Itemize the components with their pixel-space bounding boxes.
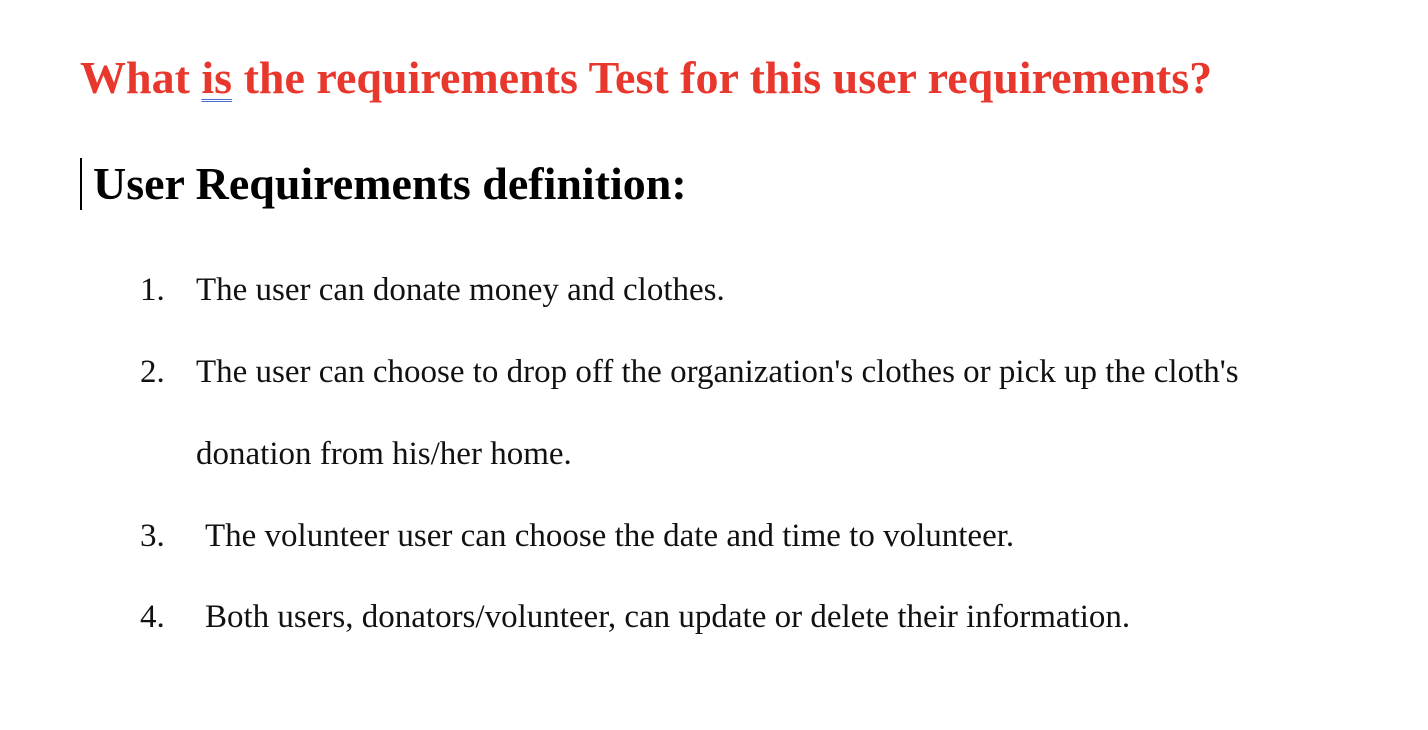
- grammar-flagged-word[interactable]: is: [201, 52, 233, 103]
- list-item-text: The volunteer user can choose the date and time to volunteer.: [205, 518, 1015, 554]
- list-item-number: 2.: [140, 354, 165, 390]
- list-item-text-continuation: donation from his/her home.: [196, 436, 572, 472]
- question-text-start: What: [80, 52, 202, 103]
- list-item-text: Both users, donators/volunteer, can update or delete their information.: [205, 599, 1131, 635]
- list-item-text: The user can choose to drop off the organization's clothes or pick up the cloth's: [196, 354, 1239, 390]
- list-item-number: 1.: [140, 272, 165, 308]
- question-heading: [80, 50, 1212, 106]
- text-cursor: [80, 158, 82, 210]
- question-text-end: the requirements Test for this user requirements?: [232, 52, 1213, 103]
- list-item-number: 3.: [140, 518, 165, 554]
- list-item-text: The user can donate money and clothes.: [196, 272, 725, 308]
- list-item-number: 4.: [140, 599, 165, 635]
- section-title: User Requirements definition:: [93, 158, 687, 209]
